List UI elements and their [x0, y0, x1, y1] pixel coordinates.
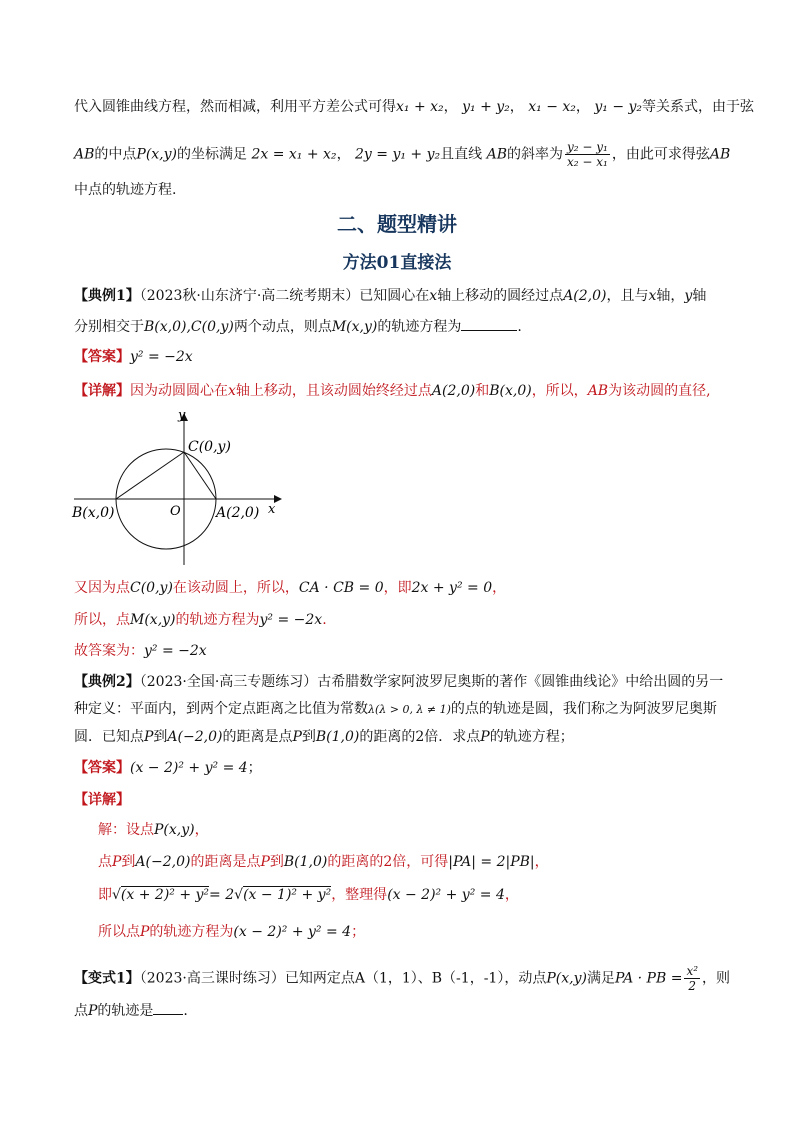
point-b-label: B(x,0) [72, 505, 115, 521]
x-axis-label: x [268, 502, 276, 517]
ex2-question-line-1 [74, 672, 723, 692]
detail-tag: 【详解】 [74, 792, 130, 808]
radicand: (x − 1)² + y² [243, 887, 332, 903]
ex1-detail-line-2 [74, 578, 506, 598]
intro-text: 等关系式，由于弦 [642, 99, 755, 115]
detail-text: 所以点 [98, 924, 140, 940]
question-text: 轴 [692, 288, 707, 304]
math-expr: 2y = y₁ + y₂ [355, 146, 441, 163]
math-expr: M(x,y) [331, 319, 378, 335]
question-text: 古希腊数学家阿波罗尼奥斯的著作《圆锥曲线论》中给出圆的另一 [317, 674, 724, 690]
detail-text: 到 [269, 854, 284, 870]
math-expr: B(1,0) [283, 854, 328, 870]
ex2-solution-line-3 [98, 885, 519, 905]
question-text: 已知两定点 [284, 970, 355, 987]
math-expr: x [429, 288, 438, 304]
math-expr: AB [587, 383, 609, 399]
math-expr: B(x,0) [489, 383, 532, 399]
segment-ca [184, 452, 216, 499]
math-expr: A(−2,0) [135, 854, 191, 870]
ex1-detail-line-4 [74, 641, 207, 661]
math-expr: AB [709, 146, 731, 163]
math-expr: |PA| = 2|PB| [448, 854, 535, 870]
fraction-denominator: x₂ − x₁ [567, 155, 608, 169]
detail-text: ， [492, 580, 507, 596]
source-note: （2023秋·山东济宁·高二统考期末） [139, 288, 360, 304]
ex1-answer [74, 347, 193, 367]
math-expr: = 2 [209, 887, 235, 903]
var1-question-line-1 [74, 964, 730, 993]
detail-text: 又因为点 [74, 580, 130, 596]
math-expr: A（1，1）、B（-1，-1） [354, 970, 505, 987]
math-expr: (x − 2)² + y² = 4 [387, 887, 505, 903]
answer-expr: y² = −2x [130, 349, 193, 365]
intro-text: 的斜率为 [507, 146, 563, 163]
detail-text: 点 [98, 854, 112, 870]
detail-text: 在该动圆上，所以， [172, 580, 299, 596]
intro-text: ，由此可求得弦 [611, 146, 710, 163]
math-expr: P [140, 924, 150, 940]
detail-text: ， [194, 822, 209, 838]
question-text: ，动点 [504, 970, 547, 987]
ex2-solution-line-1 [98, 820, 209, 840]
math-expr: P [480, 729, 490, 745]
math-expr: y₁ − y₂ [594, 99, 643, 115]
ex2-question-line-2 [74, 699, 717, 720]
detail-text: ，整理得 [331, 887, 388, 903]
question-text: 到 [301, 729, 316, 745]
math-expr: AB [74, 146, 95, 163]
question-text: 的轨迹是 [97, 1003, 154, 1019]
detail-text: ， [534, 854, 549, 870]
question-text: 圆．已知点 [74, 729, 144, 745]
math-expr: y² = −2x [259, 612, 323, 628]
question-text: 满足 [586, 970, 615, 987]
y-axis-label: y [178, 408, 186, 423]
math-expr: x₁ + x₂ [396, 99, 444, 115]
point-c-label: C(0,y) [188, 439, 231, 455]
question-text: 的轨迹方程为 [377, 319, 462, 335]
detail-text: 为该动圆的直径, [608, 383, 711, 399]
math-expr: 2x + y² = 0 [411, 580, 493, 596]
detail-text: ； [351, 924, 366, 940]
sqrt-expr: √(x + 2)² + y² [112, 887, 210, 903]
detail-text: 的距离的2倍，可得 [327, 854, 449, 870]
math-expr: P(x,y) [546, 970, 587, 987]
detail-text: ，即 [383, 580, 412, 596]
detail-text: 和 [475, 383, 490, 399]
math-expr: AB [486, 146, 507, 163]
ex2-solution-line-2 [98, 852, 549, 872]
math-expr: y₁ + y₂ [462, 99, 510, 115]
math-expr: A(2,0) [563, 288, 607, 304]
question-text: 分别相交于 [74, 319, 144, 335]
question-text: 点 [74, 1003, 88, 1019]
source-note: （2023·高三课时练习） [139, 970, 285, 987]
variant-tag: 【变式1】 [74, 970, 140, 987]
origin-label: O [170, 504, 181, 519]
ex2-question-line-3 [74, 727, 574, 747]
segment-bc [116, 452, 184, 499]
question-text: 已知圆心在 [359, 288, 430, 304]
example-tag: 【典例2】 [74, 674, 140, 690]
intro-line-2: AB的中点P(x,y)的坐标满足 2x = x₁ + x₂， 2y = y₁ + y₂且直线 AB的斜率为 $\frac{\text{y₂ − y₁}}{\text{x₂ − x₁}}$ ，由此可求得弦AB [74, 140, 731, 169]
question-text: ，则 [702, 970, 731, 987]
math-expr: x₁ − x₂ [528, 99, 576, 115]
section-title: 二、题型精讲 [337, 212, 457, 236]
answer-blank [461, 316, 517, 331]
sqrt-expr: √(x − 1)² + y² [234, 887, 332, 903]
question-text: 两个动点，则点 [233, 319, 332, 335]
detail-text: 即 [98, 887, 112, 903]
question-text: 的点的轨迹是圆，我们称之为阿波罗尼奥斯 [450, 701, 717, 717]
question-text: 的距离是点 [222, 729, 293, 745]
question-text: ，且与 [606, 288, 649, 304]
answer-tag: 【答案】 [74, 349, 130, 365]
example-tag: 【典例1】 [74, 288, 140, 304]
ex1-detail-line-1 [74, 381, 711, 401]
ex2-detail-tag-line [74, 790, 130, 810]
math-expr: x [228, 383, 236, 399]
question-text: 的距离的2倍．求点 [359, 729, 481, 745]
math-expr: C(0,y) [130, 580, 173, 596]
var1-question-line-2 [74, 1000, 188, 1021]
question-text: 的轨迹方程； [489, 729, 574, 745]
math-expr: 2x = x₁ + x₂ [251, 146, 337, 163]
math-expr: M(x,y) [130, 612, 176, 628]
detail-text: 的轨迹方程为 [175, 612, 260, 628]
detail-text: 轴上移动，且该动圆始终经过点 [235, 383, 432, 399]
detail-tag: 【详解】 [74, 383, 130, 399]
question-text: . [183, 1003, 188, 1019]
math-expr: A(2,0) [431, 383, 476, 399]
ex1-question-line-1 [74, 286, 706, 306]
question-text: 轴， [656, 288, 685, 304]
detail-text: 到 [121, 854, 136, 870]
math-expr: λ(λ > 0, λ ≠ 1) [368, 703, 451, 716]
answer-expr: (x − 2)² + y² = 4 [130, 760, 248, 776]
math-expr: P [112, 854, 122, 870]
math-expr: y² = −2x [144, 643, 207, 659]
detail-text: ，所以， [531, 383, 588, 399]
intro-text: 的中点 [94, 146, 137, 163]
question-text: 到 [153, 729, 168, 745]
math-expr: P [144, 729, 154, 745]
fraction-numerator: y₂ − y₁ [567, 140, 608, 154]
intro-text: 中点的轨迹方程. [74, 182, 177, 198]
detail-text: 因为动圆圆心在 [130, 383, 228, 399]
source-note: （2023·全国·高三专题练习） [139, 674, 318, 690]
intro-text: 且直线 [440, 146, 483, 163]
question-text: . [517, 319, 522, 335]
math-expr: P [292, 729, 302, 745]
ex2-solution-line-4 [98, 922, 365, 942]
math-expr: A(−2,0) [167, 729, 223, 745]
ex1-detail-line-3 [74, 610, 327, 630]
detail-text: 所以，点 [74, 612, 130, 628]
math-expr: P [88, 1003, 98, 1019]
math-expr: B(x,0),C(0,y) [144, 319, 234, 335]
detail-text: 的轨迹方程为 [149, 924, 234, 940]
intro-line-1: 代入圆锥曲线方程，然而相减，利用平方差公式可得x₁ + x₂， y₁ + y₂， x₁ − x₂， y₁ − y₂等关系式，由于弦 [74, 99, 755, 115]
detail-text: 故答案为： [74, 643, 144, 659]
answer-tag: 【答案】 [74, 760, 130, 776]
intro-line-3 [74, 180, 176, 200]
math-expr: P [260, 854, 270, 870]
detail-text: 的距离是点 [190, 854, 261, 870]
math-expr: P(x,y) [136, 146, 178, 163]
math-expr: P(x,y) [154, 822, 195, 838]
math-expr: (x − 2)² + y² = 4 [233, 924, 352, 940]
detail-text: ， [504, 887, 519, 903]
fraction-denominator: 2 [688, 979, 697, 993]
point-a-label: A(2,0) [216, 505, 260, 521]
intro-text: 的坐标满足 [177, 146, 248, 163]
intro-text: 代入圆锥曲线方程，然而相减，利用平方差公式可得 [74, 99, 396, 115]
radicand: (x + 2)² + y² [120, 887, 210, 903]
fraction-numerator: x² [686, 964, 699, 978]
detail-text: 解：设点 [98, 822, 154, 838]
question-text: 轴上移动的圆经过点 [437, 288, 564, 304]
ex1-question-line-2 [74, 316, 522, 337]
x-squared-over-2 [684, 964, 700, 993]
slope-fraction [565, 140, 610, 169]
dot-product-expr: PA · PB = [614, 970, 683, 987]
answer-expr-end: ； [247, 760, 262, 776]
question-text: 种定义：平面内，到两个定点距离之比值为常数 [74, 701, 368, 717]
math-expr: y [684, 288, 693, 304]
circle-figure [70, 405, 290, 570]
detail-text: . [322, 612, 327, 628]
dot-product-expr: CA · CB = 0 [298, 580, 384, 596]
math-expr: x [648, 288, 657, 304]
ex2-answer [74, 758, 262, 778]
math-expr: B(1,0) [315, 729, 360, 745]
answer-blank [153, 1000, 183, 1015]
method-title: 方法01直接法 [342, 253, 452, 273]
